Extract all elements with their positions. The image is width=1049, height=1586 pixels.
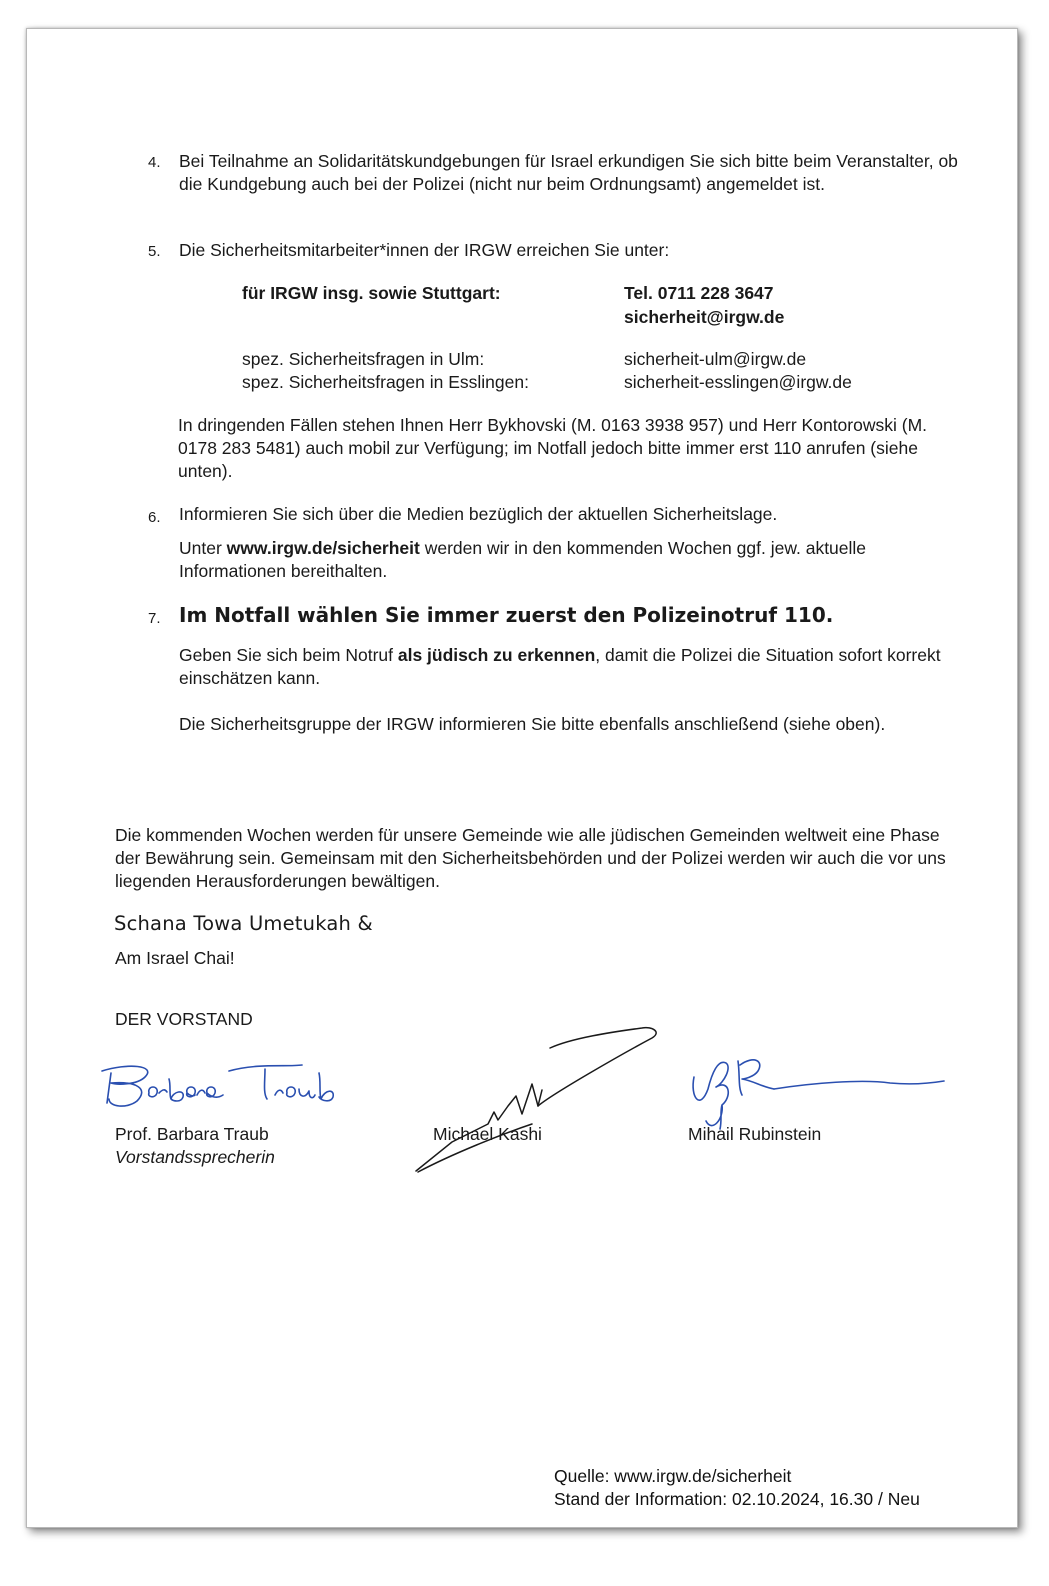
urgent-contact-text: In dringenden Fällen stehen Ihnen Herr Bykhovski (M. 0163 3938 957) und Herr Kontorowski (M. 0178 283 5481) auch mobil zur Verfügung; im Notfall jedoch bitte immer erst 110 anrufen (siehe unten).: [178, 415, 928, 481]
closing-paragraph: Die kommenden Wochen werden für unsere Gemeinde wie alle jüdischen Gemeinden weltweit eine Phase der Bewährung sein. Gemeinsam mit den Sicherheitsbehörden und der Polizei werden wir auch die vor uns liegenden Herausforderungen bewältigen.: [115, 825, 946, 891]
emergency-text-post: , damit die Polizei die Situation sofort korrekt einschätzen kann.: [179, 645, 941, 688]
emergency-text-bold: als jüdisch zu erkennen: [397, 645, 596, 665]
media-text-post: werden wir in den kommenden Wochen ggf. jew. aktuelle Informationen bereithalten.: [179, 538, 867, 581]
item-text-6: Informieren Sie sich über die Medien bezüglich der aktuellen Sicherheitslage.: [179, 504, 778, 524]
contact-esslingen-email: sicherheit-esslingen@irgw.de: [624, 372, 852, 392]
emergency-instruction: [179, 644, 949, 690]
item-number-7: 7.: [148, 610, 161, 627]
media-info-text: [179, 537, 949, 583]
contact-main-phone: Tel. 0711 228 3647: [624, 283, 774, 303]
board-label: DER VORSTAND: [115, 1009, 253, 1029]
item-number-6: 6.: [148, 509, 161, 526]
emergency-heading: Im Notfall wählen Sie immer zuerst den Polizeinotruf 110.: [179, 603, 834, 627]
signature-barbara-traub: [97, 1059, 387, 1114]
contact-main-label: für IRGW insg. sowie Stuttgart:: [242, 283, 501, 303]
signatory-role-traub: Vorstandssprecherin: [115, 1147, 275, 1167]
media-text-pre: Unter: [179, 538, 227, 558]
signatory-name-traub: Prof. Barbara Traub: [115, 1124, 269, 1144]
contact-esslingen-label: spez. Sicherheitsfragen in Esslingen:: [242, 372, 529, 392]
footer-source: Quelle: www.irgw.de/sicherheit: [554, 1466, 792, 1486]
media-link: www.irgw.de/sicherheit: [226, 538, 420, 558]
document-page: [26, 28, 1018, 1528]
greeting-line-2: Am Israel Chai!: [115, 948, 235, 968]
contact-ulm-label: spez. Sicherheitsfragen in Ulm:: [242, 349, 485, 369]
signatory-name-kashi: Michael Kashi: [433, 1124, 542, 1144]
footer-date: Stand der Information: 02.10.2024, 16.30 / Neu: [554, 1489, 920, 1509]
item-text-4: Bei Teilnahme an Solidaritätskundgebungen für Israel erkundigen Sie sich bitte beim Veranstalter, ob die Kundgebung auch bei der Polizei (nicht nur beim Ordnungsamt) angemeldet ist.: [179, 151, 958, 194]
item-number-4: 4.: [148, 154, 161, 171]
item-number-5: 5.: [148, 243, 161, 260]
contact-main-email: sicherheit@irgw.de: [624, 307, 785, 327]
emergency-followup: Die Sicherheitsgruppe der IRGW informieren Sie bitte ebenfalls anschließend (siehe oben).: [179, 714, 886, 734]
signatory-name-rubinstein: Mihail Rubinstein: [688, 1124, 822, 1144]
item-text-5: Die Sicherheitsmitarbeiter*innen der IRGW erreichen Sie unter:: [179, 240, 670, 260]
emergency-text-pre: Geben Sie sich beim Notruf: [179, 645, 398, 665]
signature-michael-kashi: [412, 1024, 662, 1174]
greeting-line-1: Schana Towa Umetukah &: [114, 912, 373, 935]
contact-ulm-email: sicherheit-ulm@irgw.de: [624, 349, 807, 369]
